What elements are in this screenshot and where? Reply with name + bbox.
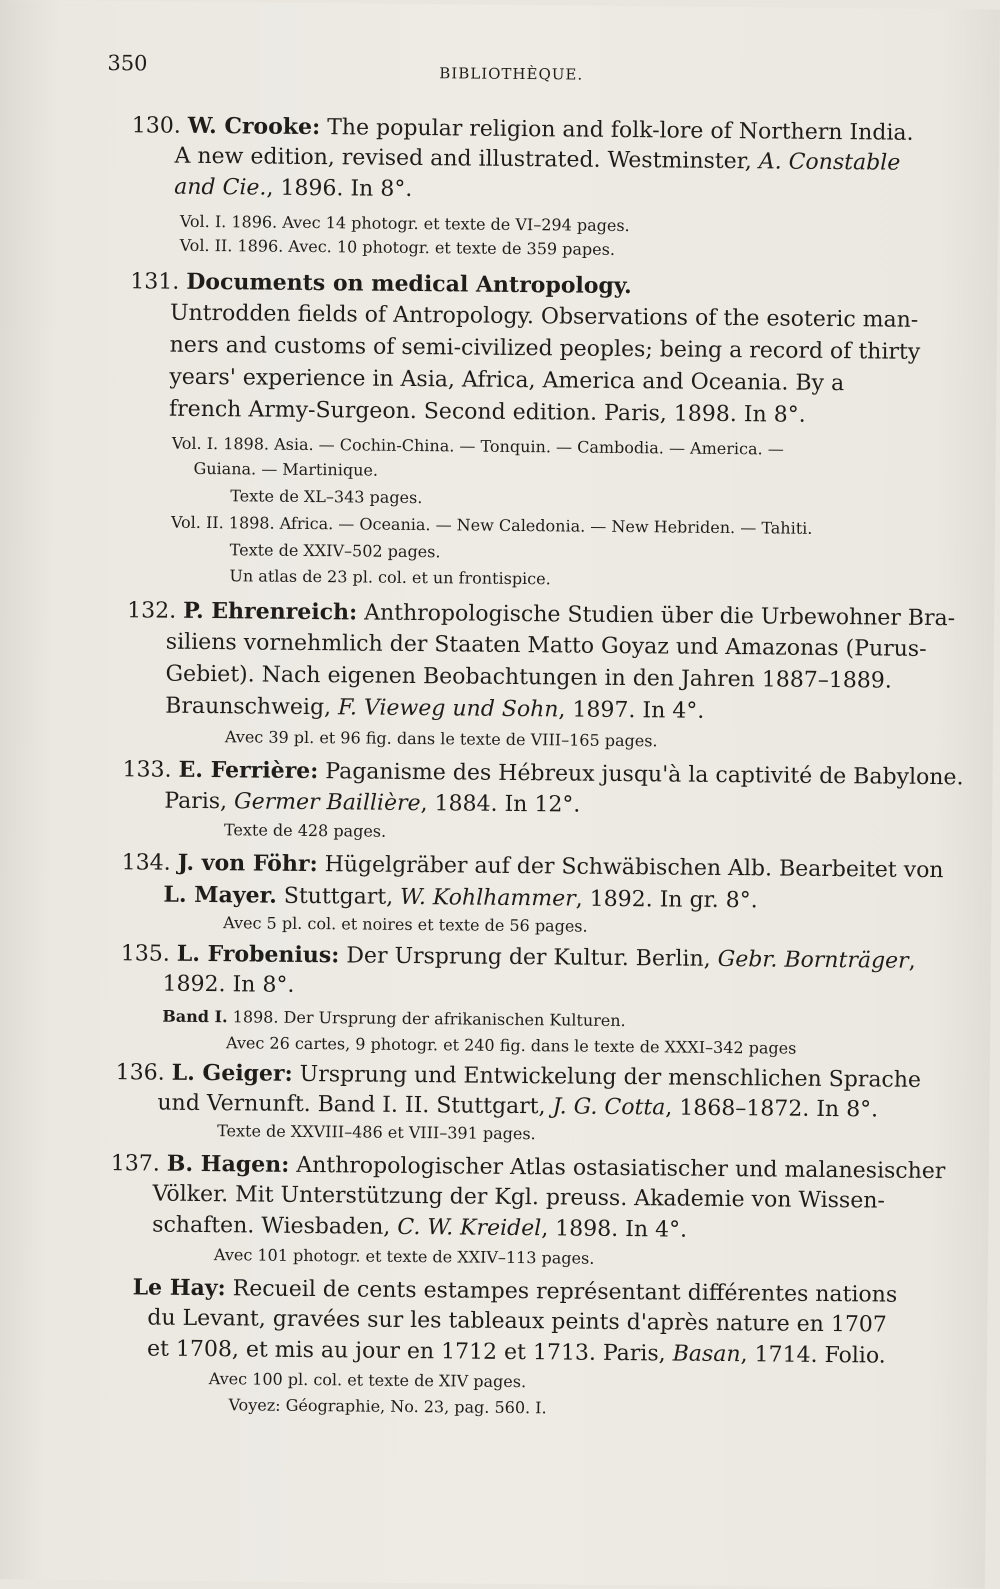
entry-author: L. Frobenius:: [176, 940, 340, 969]
entry-line: siliens vornehmlich der Staaten Matto Goyaz und Amazonas (Purus-: [165, 629, 927, 662]
entry-detail: Un atlas de 23 pl. col. et un frontispice.: [229, 566, 551, 589]
entry-publisher: C. W. Kreidel: [397, 1214, 542, 1242]
entry-number: 135.: [120, 941, 170, 967]
entry-author: Documents on medical Antropology.: [186, 268, 632, 300]
entry-text: A new edition, revised and illustrated. Westminster,: [174, 143, 752, 175]
entry-line: years' experience in Asia, Africa, America and Oceania. By a: [169, 364, 845, 397]
entry-publisher: F. Vieweg und Sohn: [337, 695, 559, 723]
entry-text: , 1714. Folio.: [740, 1342, 886, 1369]
entry-title: Paganisme des Hébreux jusqu'à la captivité de Babylone.: [325, 759, 964, 791]
entry-publisher: J. G. Cotta: [552, 1094, 666, 1121]
entry-line: [164, 788, 581, 818]
entry-detail: Avec 101 photogr. et texte de XXIV–113 pages.: [213, 1245, 595, 1268]
entry-publisher: and Cie.: [174, 174, 267, 201]
entry-text: Paris,: [164, 788, 228, 815]
entry-publisher: Germer Baillière: [233, 789, 421, 817]
entry-publisher: Gebr. Bornträger: [717, 946, 909, 974]
entry-author: L. Mayer.: [163, 881, 277, 909]
entry-title: Ursprung und Entwickelung der menschlichen Sprache: [299, 1061, 922, 1093]
entry-detail: [162, 1006, 626, 1031]
entry-volume: Band I.: [162, 1006, 228, 1027]
entry-line: [123, 758, 964, 789]
entry-text: ,: [908, 948, 916, 974]
entry-line: [174, 174, 413, 202]
entry-number: 137.: [110, 1151, 160, 1177]
entry-text: , 1898. In 4°.: [541, 1216, 688, 1243]
entry-line: [116, 1061, 922, 1092]
entry-title: Anthropologische Studien über die Urbewohner Bra-: [364, 600, 956, 632]
entry-author: Le Hay:: [132, 1274, 226, 1302]
entry-line: [165, 693, 705, 724]
entry-line: [121, 942, 916, 973]
entry-line: [174, 143, 901, 176]
entry-author: W. Crooke:: [187, 112, 321, 141]
entry-detail: Vol. I. 1896. Avec 14 photogr. et texte de VI–294 pages.: [179, 211, 630, 236]
entry-title: Recueil de cents estampes représentant différentes nations: [232, 1276, 898, 1308]
entry-detail: Avec 39 pl. et 96 fig. dans le texte de VIII–165 pages.: [224, 727, 658, 751]
entry-detail: Guiana. — Martinique.: [193, 458, 379, 480]
entry-detail: Texte de XXIV–502 pages.: [229, 540, 441, 562]
entry-line: [133, 1276, 898, 1306]
entry-detail: Avec 26 cartes, 9 photogr. et 240 fig. dans le texte de XXXI–342 pages: [225, 1033, 797, 1058]
entry-number: 131.: [130, 269, 180, 295]
entry-line: Völker. Mit Unterstützung der Kgl. preuss. Akademie von Wissen-: [152, 1181, 886, 1214]
entry-line: [130, 270, 632, 298]
entry-line: ners and customs of semi-civilized peoples; being a record of thirty: [169, 332, 921, 365]
entry-text: und Vernunft. Band I. II. Stuttgart,: [157, 1090, 546, 1120]
entry-detail: Vol. II. 1898. Africa. — Oceania. — New Caledonia. — New Hebriden. — Tahiti.: [170, 512, 813, 538]
entry-publisher: W. Kohlhammer: [400, 884, 576, 912]
entry-line: [122, 851, 944, 882]
entry-number: 132.: [127, 598, 177, 624]
entry-title: Hügelgräber auf der Schwäbischen Alb. Bearbeitet von: [324, 852, 944, 884]
entry-detail: Avec 100 pl. col. et texte de XIV pages.: [208, 1369, 527, 1392]
entry-author: E. Ferrière:: [178, 756, 319, 785]
entry-number: 136.: [115, 1060, 165, 1086]
entry-text: Stuttgart,: [283, 883, 394, 910]
entry-title: Anthropologischer Atlas ostasiatischer und malanesischer: [296, 1152, 946, 1185]
entry-line: [152, 1212, 688, 1243]
entry-author: J. von Föhr:: [177, 849, 318, 878]
entry-number: 130.: [131, 113, 181, 139]
entry-detail: Vol. II. 1896. Avec. 10 photogr. et texte de 359 papes.: [179, 235, 616, 259]
entry-publisher: A. Constable: [758, 149, 901, 176]
entry-detail: Avec 5 pl. col. et noires et texte de 56 pages.: [223, 913, 588, 936]
entry-number: 134.: [121, 850, 171, 876]
entry-line: [111, 1152, 946, 1183]
entry-line: 1892. In 8°.: [162, 971, 295, 998]
entry-text: , 1868–1872. In 8°.: [665, 1095, 879, 1123]
entry-title: Der Ursprung der Kultur. Berlin,: [346, 943, 711, 972]
entry-detail: Vol. I. 1898. Asia. — Cochin-China. — Tonquin. — Cambodia. — America. —: [171, 433, 784, 459]
entry-line: [132, 114, 914, 145]
running-header: BIBLIOTHÈQUE.: [439, 64, 584, 84]
entry-line: [147, 1338, 886, 1367]
entry-text: , 1897. In 4°.: [558, 697, 705, 724]
entry-detail: Texte de 428 pages.: [223, 820, 387, 841]
entry-text: Braunschweig,: [165, 693, 332, 721]
entry-line: [157, 1090, 879, 1123]
entry-number: 133.: [122, 757, 172, 783]
entry-author: L. Geiger:: [171, 1059, 293, 1087]
entry-detail: Voyez: Géographie, No. 23, pag. 560. I.: [228, 1395, 547, 1418]
entry-line: du Levant, gravées sur les tableaux peints d'après nature en 1707: [147, 1305, 887, 1338]
page-number: 350: [107, 51, 148, 76]
entry-text: , 1896. In 8°.: [266, 175, 413, 202]
entry-text: schaften. Wiesbaden,: [152, 1212, 391, 1240]
entry-line: [127, 599, 955, 630]
entry-text: 1898. Der Ursprung der afrikanischen Kulturen.: [232, 1007, 626, 1031]
entry-detail: Texte de XXVIII–486 et VIII–391 pages.: [217, 1121, 536, 1144]
entry-text: , 1884. In 12°.: [420, 791, 581, 818]
entry-line: french Army-Surgeon. Second edition. Paris, 1898. In 8°.: [168, 396, 806, 428]
entry-publisher: Basan: [672, 1341, 741, 1368]
entry-text: , 1892. In gr. 8°.: [575, 886, 758, 914]
entry-title: The popular religion and folk-lore of Northern India.: [327, 115, 914, 146]
entry-author: B. Hagen:: [166, 1150, 290, 1178]
entry-author: P. Ehrenreich:: [183, 597, 358, 626]
entry-line: Gebiet). Nach eigenen Beobachtungen in den Jahren 1887–1889.: [165, 661, 892, 694]
entry-line: [163, 881, 758, 914]
entry-detail: Texte de XL–343 pages.: [230, 486, 423, 508]
entry-text: et 1708, et mis au jour en 1712 et 1713. Paris,: [146, 1336, 666, 1367]
entry-line: Untrodden fields of Antropology. Observations of the esoteric man-: [169, 300, 919, 333]
